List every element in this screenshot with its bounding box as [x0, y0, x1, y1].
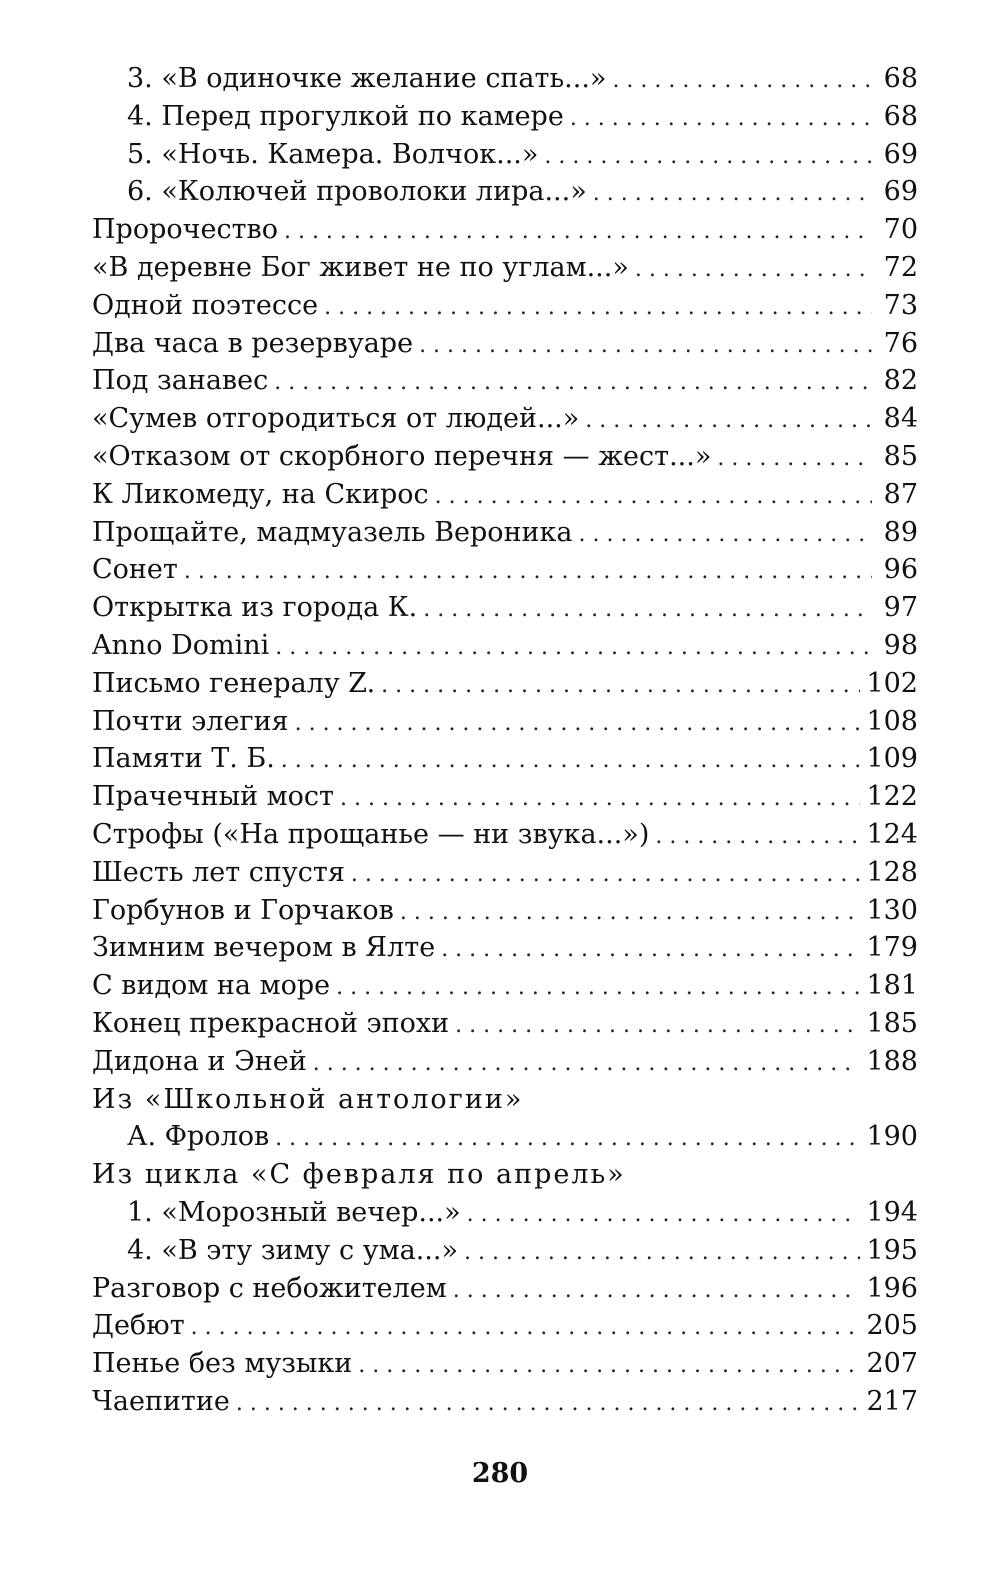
dot-leader — [400, 894, 861, 930]
toc-entry — [92, 514, 918, 552]
toc-entry — [92, 362, 918, 400]
toc-entry — [92, 211, 918, 249]
dot-leader — [544, 138, 872, 174]
toc-entry-page: 69 — [883, 138, 918, 170]
dot-leader — [275, 629, 872, 665]
toc-entry-title: Одной поэтессе — [92, 289, 319, 321]
dot-leader — [274, 364, 872, 400]
toc-entry-page: 96 — [883, 554, 918, 586]
toc-entry — [92, 400, 918, 438]
toc-entry-page: 97 — [883, 592, 918, 624]
toc-entry-title: Пророчество — [92, 214, 278, 246]
toc-entry-title: С видом на море — [92, 970, 331, 1002]
toc-entry-page: 181 — [866, 970, 918, 1002]
toc-entry-page: 190 — [866, 1121, 918, 1153]
toc-entry-title: Открытка из города К. — [92, 592, 418, 624]
dot-leader — [612, 62, 872, 98]
toc-entry — [92, 438, 918, 476]
toc-entry — [92, 1270, 918, 1308]
toc-entry — [92, 1005, 918, 1043]
toc-entry-page: 84 — [883, 403, 918, 435]
dot-leader — [281, 742, 861, 778]
toc-entry — [92, 173, 918, 211]
toc-entry-page: 207 — [866, 1348, 918, 1380]
toc-entry — [92, 967, 918, 1005]
toc-entry — [92, 854, 918, 892]
toc-entry — [92, 892, 918, 930]
toc-entry-page: 108 — [866, 705, 918, 737]
toc-entry-page: 130 — [866, 894, 918, 926]
toc-entry-title: Дебют — [92, 1310, 185, 1342]
toc-entry-title: Из «Школьной антологии» — [92, 1083, 524, 1115]
toc-entry — [92, 1043, 918, 1081]
toc-entry-title: Строфы («На прощанье — ни звука...») — [92, 818, 650, 850]
toc-entry — [92, 929, 918, 967]
toc-entry — [92, 98, 918, 136]
toc-entry-page: 195 — [866, 1234, 918, 1266]
toc-entry-title: Под занавес — [92, 365, 269, 397]
toc-entry-page: 85 — [883, 440, 918, 472]
toc-entry-title: Anno Domini — [92, 629, 270, 661]
toc-entry-title: Конец прекрасной эпохи — [92, 1007, 450, 1039]
toc-entry-page: 179 — [866, 932, 918, 964]
toc-entry-title: Чаепитие — [92, 1385, 230, 1417]
dot-leader — [340, 780, 860, 816]
toc-entry — [92, 1383, 918, 1421]
dot-leader — [455, 1007, 860, 1043]
dot-leader — [453, 1272, 861, 1308]
dot-leader — [275, 1120, 860, 1156]
toc-entry-page: 89 — [883, 516, 918, 548]
toc-entry-page: 87 — [883, 478, 918, 510]
toc-entry-page: 76 — [883, 327, 918, 359]
dot-leader — [464, 1234, 860, 1270]
dot-leader — [423, 591, 872, 627]
toc-entry — [92, 778, 918, 816]
toc-entry-page: 122 — [866, 781, 918, 813]
toc-entry — [92, 1345, 918, 1383]
dot-leader — [635, 251, 872, 287]
dot-leader — [295, 705, 861, 741]
toc-entry — [92, 703, 918, 741]
dot-leader — [570, 100, 872, 136]
toc-entry — [92, 627, 918, 665]
toc-entry — [92, 589, 918, 627]
toc-entry-title: Разговор с небожителем — [92, 1272, 447, 1304]
toc-entry-page: 102 — [866, 667, 918, 699]
toc-entry-page: 73 — [883, 289, 918, 321]
toc-entry-page: 98 — [883, 629, 918, 661]
dot-leader — [419, 327, 872, 363]
toc-entry-page: 124 — [866, 818, 918, 850]
toc-section-heading — [92, 1081, 918, 1119]
toc-entry-title: Прачечный мост — [92, 781, 334, 813]
dot-leader — [655, 818, 860, 854]
toc-entry — [92, 1232, 918, 1270]
toc-entry-title: 3. «В одиночке желание спать...» — [127, 63, 607, 94]
toc-entry-title: «В деревне Бог живет не по углам...» — [92, 251, 629, 283]
toc-entry-page: 185 — [866, 1007, 918, 1039]
toc-entry-title: 4. Перед прогулкой по камере — [127, 100, 564, 132]
toc-entry-title: Почти элегия — [92, 705, 289, 737]
dot-leader — [358, 1347, 860, 1383]
dot-leader — [236, 1385, 861, 1421]
toc-entry — [92, 287, 918, 325]
toc-entry-title: Прощайте, мадмуазель Вероника — [92, 516, 573, 548]
toc-entry-title: Два часа в резервуаре — [92, 327, 414, 359]
toc-entry — [92, 325, 918, 363]
dot-leader — [324, 289, 872, 325]
toc-entry — [92, 136, 918, 174]
toc-entry-title: Горбунов и Горчаков — [92, 894, 394, 926]
toc-entry-title: Дидона и Эней — [92, 1045, 307, 1077]
dot-leader — [184, 553, 872, 589]
toc-entry — [92, 60, 918, 98]
toc-entry-title: «Отказом от скорбного перечня — жест...» — [92, 440, 712, 472]
dot-leader — [585, 402, 872, 438]
toc-entry — [92, 816, 918, 854]
toc-entry-title: 6. «Колючей проволоки лира...» — [127, 176, 587, 208]
dot-leader — [435, 478, 872, 514]
toc-entry-title: Пенье без музыки — [92, 1348, 353, 1380]
page-number: 280 — [471, 1458, 529, 1489]
toc-entry-page: 194 — [866, 1196, 918, 1228]
toc-entry-page: 69 — [883, 176, 918, 208]
toc-entry-page: 188 — [866, 1045, 918, 1077]
toc-entry-title: 1. «Морозный вечер...» — [127, 1196, 461, 1228]
toc-entry-title: 5. «Ночь. Камера. Волчок...» — [127, 138, 539, 170]
toc-entry-page: 72 — [883, 251, 918, 283]
toc-entry — [92, 1194, 918, 1232]
toc-section-heading — [92, 1156, 918, 1194]
toc-entry-title: Письмо генералу Z. — [92, 667, 376, 699]
toc-entry-page: 128 — [866, 856, 918, 888]
toc-entry-title: Памяти Т. Б. — [92, 743, 275, 775]
toc-entry-title: Зимним вечером в Ялте — [92, 932, 436, 964]
toc-entry-title: Шесть лет спустя — [92, 856, 345, 888]
toc-entry-page: 217 — [866, 1385, 918, 1417]
toc-entry-page: 82 — [883, 365, 918, 397]
dot-leader — [717, 440, 872, 476]
dot-leader — [381, 667, 860, 703]
dot-leader — [313, 1045, 861, 1081]
dot-leader — [579, 516, 872, 552]
dot-leader — [284, 213, 872, 249]
toc-entry-title: «Сумев отгородиться от людей...» — [92, 403, 580, 435]
dot-leader — [191, 1309, 861, 1345]
toc-entry — [92, 1307, 918, 1345]
toc-entry-page: 68 — [883, 100, 918, 132]
toc-entry-page: 109 — [866, 743, 918, 775]
toc-entry — [92, 249, 918, 287]
toc-entry — [92, 551, 918, 589]
toc-entry-page: 205 — [866, 1310, 918, 1342]
toc-entry — [92, 476, 918, 514]
toc-entry — [92, 665, 918, 703]
toc-entry-title: Сонет — [92, 554, 178, 586]
dot-leader — [336, 969, 860, 1005]
toc-entry-page: 70 — [883, 214, 918, 246]
toc-entry-title: Из цикла «С февраля по апрель» — [92, 1159, 626, 1191]
toc-entry-title: 4. «В эту зиму с ума...» — [127, 1234, 458, 1266]
dot-leader — [593, 175, 872, 211]
dot-leader — [351, 856, 861, 892]
dot-leader — [467, 1196, 861, 1232]
dot-leader — [441, 931, 860, 967]
toc-entry-page: 196 — [866, 1272, 918, 1304]
toc-entry — [92, 740, 918, 778]
toc-entry-page: 68 — [883, 63, 918, 94]
toc-entry-title: К Ликомеду, на Скирос — [92, 478, 429, 510]
table-of-contents — [92, 60, 918, 1421]
toc-entry-title: А. Фролов — [127, 1121, 270, 1153]
toc-entry — [92, 1118, 918, 1156]
